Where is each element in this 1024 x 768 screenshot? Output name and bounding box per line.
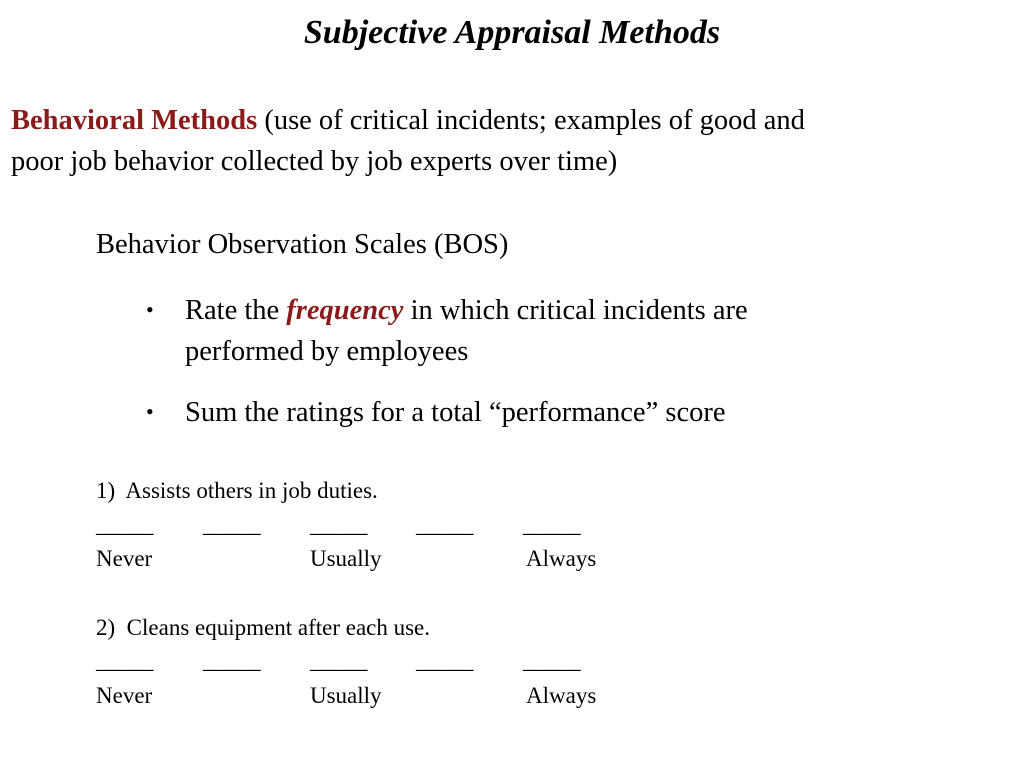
bullet-marker: • xyxy=(146,297,154,322)
bullet1-suffix: in which critical incidents are xyxy=(403,295,748,326)
bullet-marker: • xyxy=(146,399,154,424)
rating-blank: _____ xyxy=(310,648,368,673)
item-number: 2) xyxy=(96,615,116,640)
item-number: 1) xyxy=(96,478,116,503)
scale-label-always: Always xyxy=(526,683,597,708)
scale-label-never: Never xyxy=(96,546,153,571)
rating-item-2 xyxy=(96,615,430,641)
scale-label-usually: Usually xyxy=(310,683,382,708)
bullet1-line2: performed by employees xyxy=(185,336,469,367)
scale-label-usually: Usually xyxy=(310,546,382,571)
rating-item-1 xyxy=(96,478,378,504)
frequency-emphasis: frequency xyxy=(286,295,404,326)
bullet-frequency xyxy=(185,290,748,372)
bullet-sum-ratings: Sum the ratings for a total “performance” score xyxy=(185,397,726,428)
rating-blank: _____ xyxy=(96,512,154,537)
rating-blank: _____ xyxy=(523,512,581,537)
rating-blank: _____ xyxy=(416,512,474,537)
intro-description-line2: poor job behavior collected by job experts over time) xyxy=(11,146,618,177)
rating-blank: _____ xyxy=(203,648,261,673)
bullet1-prefix: Rate the xyxy=(185,295,287,326)
rating-blank: _____ xyxy=(96,648,154,673)
rating-blank: _____ xyxy=(203,512,261,537)
item-statement: Assists others in job duties. xyxy=(125,478,378,503)
rating-blank: _____ xyxy=(416,648,474,673)
bos-subheading: Behavior Observation Scales (BOS) xyxy=(96,229,509,260)
slide-title: Subjective Appraisal Methods xyxy=(303,14,721,51)
behavioral-methods-term: Behavioral Methods xyxy=(11,105,258,136)
intro-description-line1: (use of critical incidents; examples of good and xyxy=(257,105,805,136)
scale-label-always: Always xyxy=(526,546,597,571)
scale-label-never: Never xyxy=(96,683,153,708)
rating-blank: _____ xyxy=(310,512,368,537)
rating-blank: _____ xyxy=(523,648,581,673)
item-statement: Cleans equipment after each use. xyxy=(126,615,431,640)
intro-paragraph xyxy=(11,100,1011,182)
